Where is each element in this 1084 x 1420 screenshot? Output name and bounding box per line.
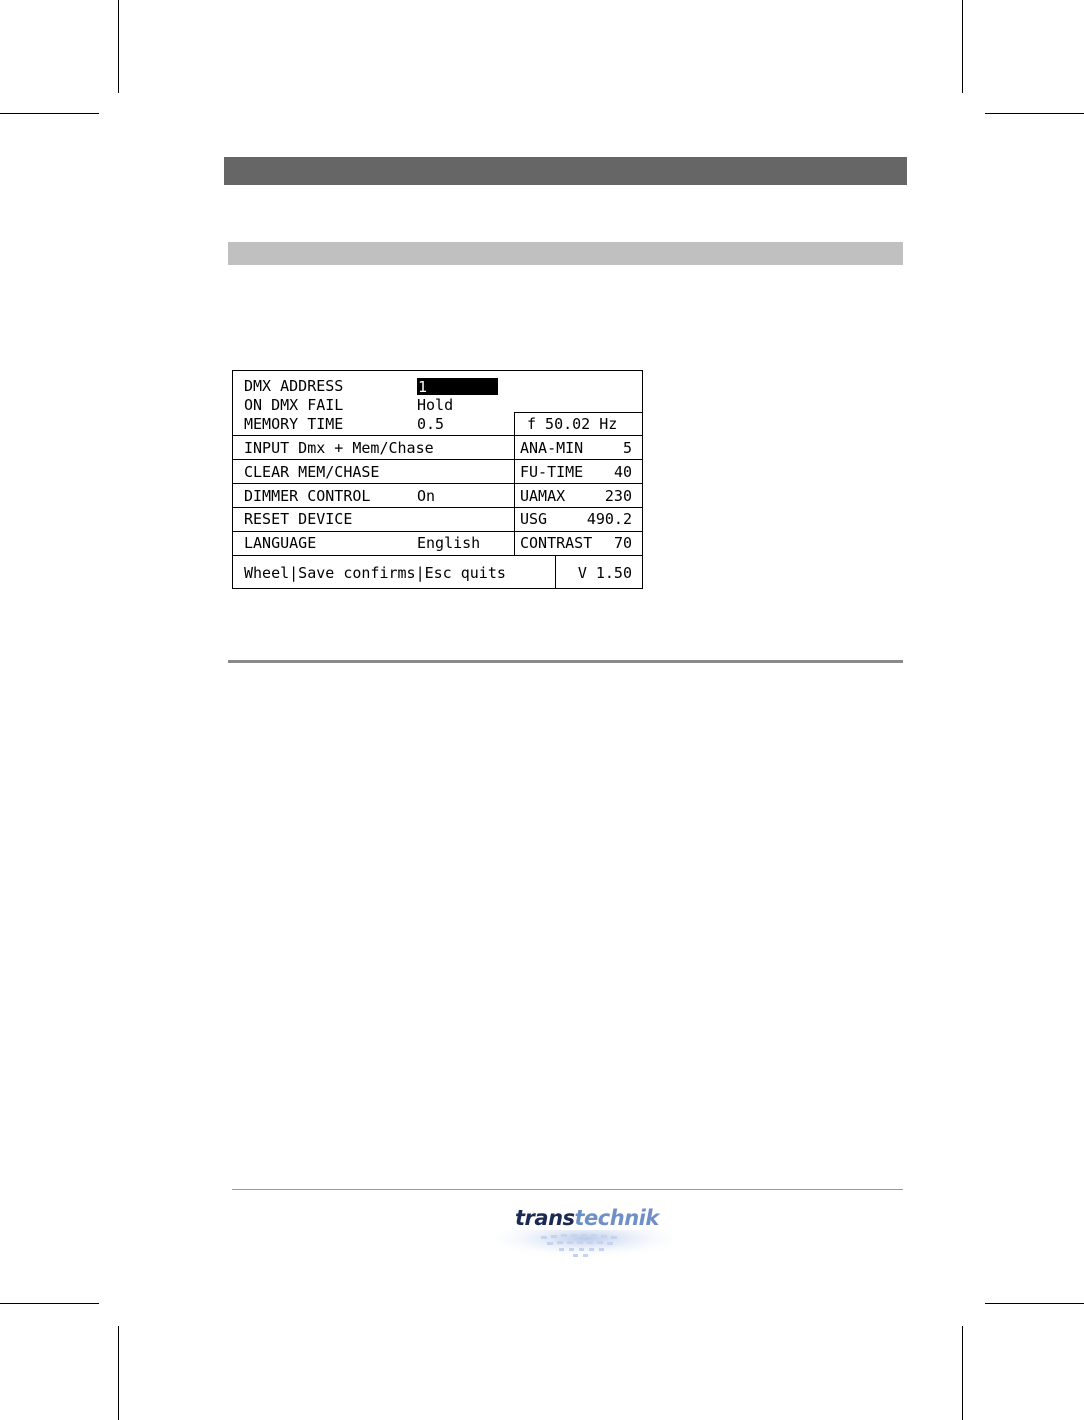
ana-min-value: 5: [622, 439, 632, 457]
crop-mark: [118, 1326, 119, 1420]
firmware-version: V 1.50: [577, 564, 632, 582]
dmx-address-label: DMX ADDRESS: [244, 377, 344, 395]
contrast-value: 70: [613, 534, 632, 552]
frequency-readout: f 50.02 Hz: [527, 415, 618, 433]
logo-wave-graphic: [497, 1230, 673, 1264]
reset-device-item[interactable]: RESET DEVICE: [244, 510, 353, 528]
input-menu-item[interactable]: INPUT Dmx + Mem/Chase: [244, 439, 434, 457]
transtechnik-logo: [497, 1202, 673, 1264]
clear-mem-chase-item[interactable]: CLEAR MEM/CHASE: [244, 463, 380, 481]
usg-label: USG: [520, 510, 548, 528]
lcd-divider: [233, 531, 642, 532]
ana-min-label: ANA-MIN: [520, 439, 584, 457]
crop-mark: [962, 0, 963, 93]
crop-mark: [0, 113, 99, 114]
fu-time-value: 40: [613, 463, 632, 481]
on-dmx-fail-label: ON DMX FAIL: [244, 396, 344, 414]
dmx-address-value[interactable]: 1: [417, 378, 498, 395]
lcd-menu-screen: [232, 370, 643, 589]
lcd-divider: [233, 483, 642, 484]
divider-rule: [228, 660, 903, 663]
lcd-divider: [514, 412, 642, 413]
crop-mark: [962, 1326, 963, 1420]
lcd-divider: [233, 459, 642, 460]
uamax-value: 230: [604, 487, 632, 505]
crop-mark: [0, 1303, 99, 1304]
lcd-divider: [555, 555, 556, 588]
logo-word-trans: trans: [515, 1206, 575, 1230]
lcd-divider: [233, 435, 642, 436]
logo-wordmark: [515, 1206, 659, 1230]
crop-mark: [985, 113, 1084, 114]
control-hint: Wheel|Save confirms|Esc quits: [244, 564, 506, 582]
lcd-divider: [514, 412, 515, 555]
dimmer-control-value[interactable]: On: [417, 487, 436, 505]
section-bar: [228, 242, 903, 265]
crop-mark: [985, 1303, 1084, 1304]
lcd-divider: [233, 555, 642, 556]
uamax-label: UAMAX: [520, 487, 566, 505]
language-value[interactable]: English: [417, 534, 481, 552]
header-bar: [224, 157, 907, 185]
contrast-label: CONTRAST: [520, 534, 593, 552]
fu-time-label: FU-TIME: [520, 463, 584, 481]
crop-mark: [118, 0, 119, 93]
footer-rule: [232, 1189, 903, 1190]
on-dmx-fail-value[interactable]: Hold: [417, 396, 454, 414]
usg-value: 490.2: [586, 510, 632, 528]
memory-time-label: MEMORY TIME: [244, 415, 344, 433]
logo-word-technik: technik: [574, 1206, 659, 1230]
dimmer-control-label: DIMMER CONTROL: [244, 487, 371, 505]
language-label: LANGUAGE: [244, 534, 317, 552]
memory-time-value[interactable]: 0.5: [417, 415, 445, 433]
lcd-divider: [233, 507, 642, 508]
